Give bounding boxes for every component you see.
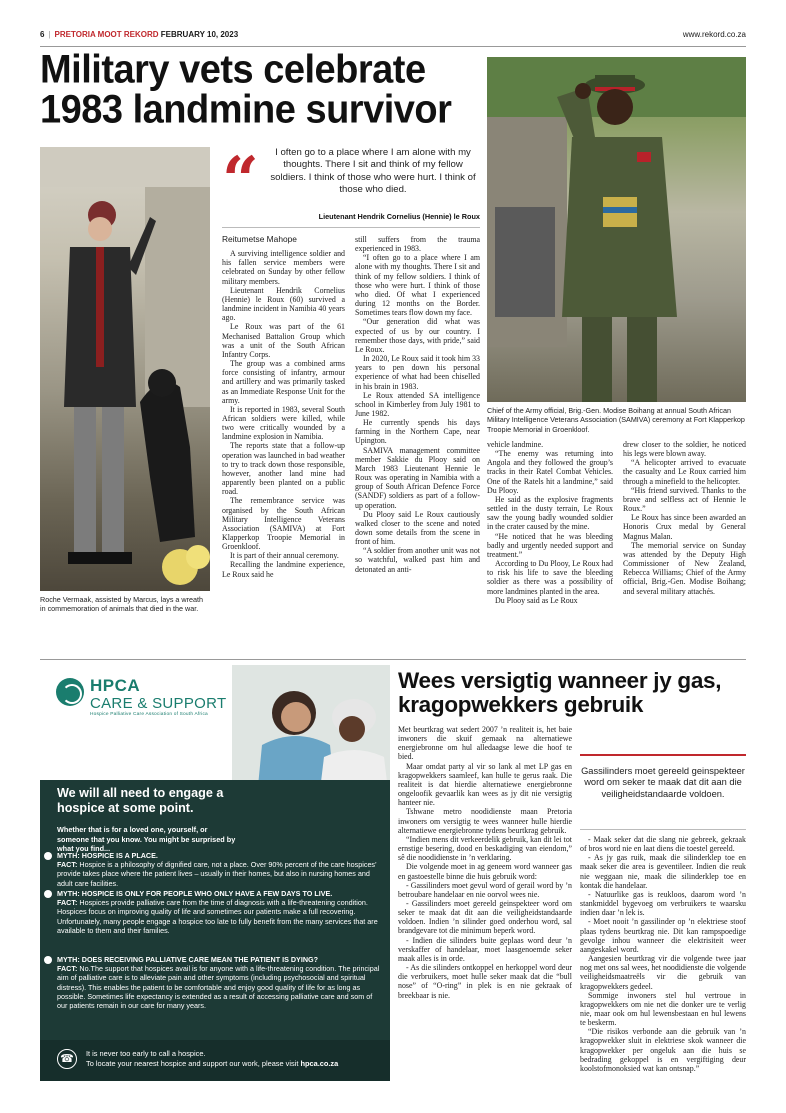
- paragraph: still suffers from the trauma experienced in 1983.: [355, 235, 480, 254]
- myth-item: [57, 889, 382, 935]
- myth-fact: [57, 860, 382, 888]
- wreath-photo-illustration: [40, 147, 210, 591]
- paragraph: - Maak seker dat die slang nie gebreek, gekraak of bros word nie en laat diens die toestel gereeld.: [580, 835, 746, 854]
- section-divider: [40, 659, 746, 660]
- paragraph: “The enemy was returning into Angola and they followed the group’s tracks in their Ratel Combat Vehicles. One of the Ratels hit a landmine,” said Du Plooy.: [487, 449, 613, 495]
- article2-column-1: [398, 725, 572, 1083]
- paragraph: Du Plooy said as Le Roux: [495, 595, 578, 605]
- paragraph: Le Roux attended SA intelligence school in Kimberley from July 1981 to June 1982.: [355, 390, 480, 418]
- wreath-photo-caption: Roche Vermaak, assisted by Marcus, lays a wreath in commemoration of animals that died in the war.: [40, 595, 203, 614]
- paragraph: Lieutenant Hendrik Cornelius (Hennie) le Roux (60) survived a landmine incident in Namibia 40 years ago.: [222, 285, 345, 323]
- fact-label: FACT:: [57, 964, 78, 974]
- myth-item: [57, 955, 382, 1010]
- paragraph: Die volgende moet in ag geneem word wanneer gas en gastoestelle binne die huis gebruik word:: [398, 862, 572, 881]
- article-column-4: [623, 440, 746, 653]
- advert-brand-name: HPCA: [90, 676, 141, 695]
- fact-text: Hospice is a philosophy of dignified care, not a place. Over 90% percent of the care hospices’ provide takes place where the patient lives – usually in their homes, but also in nursing homes and adult care facilities.: [57, 860, 377, 888]
- pull-quote-attribution: Lieutenant Hendrik Cornelius (Hennie) le Roux: [318, 212, 480, 221]
- advert-subheadline: Whether that is for a loved one, yourself, or someone that you know. You might be surprised by what you find...: [57, 825, 236, 853]
- fact-label: FACT:: [57, 898, 78, 908]
- paragraph: The memorial service on Sunday was attended by the Deputy High Commissioner of New Zealand, Rebecca Williams; Chief of the Army official, Brig.-Gen. Modise Boihang; and several military attachés.: [623, 540, 746, 596]
- paragraph: - As die silinders ontkoppel en herkoppel word deur die verbruikers, moet hulle seker maak dat die “bull nose” of “O-ring” in plek is en nie gekraak of breekbaar is nie.: [398, 963, 572, 1000]
- paragraph: Tshwane metro noodidienste maan Pretoria inwoners om versigtig te wees wanneer hulle hierdie alternatiewe energiebronne tydens beurtkrag gebruik.: [398, 807, 572, 835]
- advert-footer-line1: It is never too early to call a hospice.: [86, 1049, 206, 1058]
- page-number: 6: [40, 30, 45, 39]
- advert-footer-line2: To locate your nearest hospice and support our work, please visit: [86, 1058, 299, 1068]
- article2-column-2: [580, 835, 746, 1083]
- paragraph: SAMIVA management committee member Sakkie du Plooy said on March 1983 Lieutenant Hennie le Roux was operating in Namibia with a group of South African Defence Force (SANDF) soldiers as part of a follow-up operation.: [355, 445, 480, 510]
- fact-text: Hospices provide palliative care from the time of diagnosis with a life-threatening condition. Hospices focus on improving quality of life and sometimes our patients make a full recovering. Unfortunately, many people engage a hospice too late to fully benefit from the many services that are available to them and their families.: [57, 898, 378, 935]
- bullet-icon: [44, 956, 52, 964]
- paragraph: In 2020, Le Roux said it took him 33 years to pen down his personal experience of what had been chiselled in his brain in 1983.: [355, 354, 480, 391]
- header-left: [40, 30, 238, 39]
- issue-date: FEBRUARY 10, 2023: [160, 30, 239, 39]
- paragraph: He said as the explosive fragments settled in the dusty terrain, Le Roux saw the young badly wounded soldier in the crater caused by the mine.: [487, 494, 613, 532]
- paragraph: A surviving intelligence soldier and his fallen service members were celebrated on Sunday by other fellow military members.: [222, 249, 345, 286]
- article2-pull-quote: Gassilinders moet gereeld geinspekteer word om seker te maak dat dit aan die veiligheidstandaarde voldoen.: [580, 754, 746, 828]
- paragraph: Du Plooy said Le Roux cautiously walked closer to the scene and noted down some details from the scene in front of him.: [355, 509, 480, 547]
- paragraph: Aangesien beurtkrag vir die volgende twee jaar nog met ons sal wees, het noodidienste die volgende veiligheidsmaatreëls vir die gebruik van kragopwekkers gedeel.: [580, 954, 746, 991]
- paragraph: “Die risikos verbonde aan die gebruik van ’n kragopwekker sluit in elektriese skok wanneer die kragopwekker per ongeluk aan die huis se bedrading gekoppel is en vergiftiging deur koolstofmonoksied wat kan ontsnap.”: [580, 1027, 746, 1073]
- paragraph: “A soldier from another unit was not so watchful, walked past him and detonated an anti-: [355, 546, 480, 574]
- paragraph: “His friend survived. Thanks to the brave and selfless act of Hennie le Roux.”: [623, 485, 746, 514]
- article2-pull-quote-divider: [580, 829, 746, 830]
- advert-url[interactable]: hpca.co.za: [300, 1058, 339, 1068]
- paragraph: The reports state that a follow-up operation was launched in bad weather to try to track down those responsible, however, another land mine had apparently been planted on a public road.: [222, 441, 345, 497]
- byline: Reitumetse Mahope: [222, 235, 297, 244]
- paragraph: It is part of their annual ceremony.: [230, 551, 339, 561]
- pull-quote-divider: [222, 227, 480, 228]
- myth-title: MYTH: HOSPICE IS ONLY FOR PEOPLE WHO ONLY HAVE A FEW DAYS TO LIVE.: [57, 889, 333, 898]
- paragraph: - As jy gas ruik, maak die silinderklep toe en maak seker die area is geventileer. Indien die reuk nie weggaan nie, maak die silinderklep toe en kontak die handelaar.: [580, 853, 746, 890]
- paragraph: - Natuurlike gas is reukloos, daarom word ’n stankmiddel bygevoeg om verbruikers te waarsku indien daar ’n lek is.: [580, 889, 746, 918]
- paragraph: Le Roux was part of the 61 Mechanised Battalion Group which was a unit of the South African Infantry Corps.: [222, 322, 345, 359]
- pull-quote-text: I often go to a place where I am alone with my thoughts. There I sit and think of my fellow soldiers. I think of those who were hurt. I think of those who died.: [270, 147, 476, 195]
- article-column-3: [487, 440, 613, 653]
- publication-name: PRETORIA MOOT REKORD: [54, 30, 159, 39]
- paragraph: The remembrance service was organised by the South African Military Intelligence Veterans Association (SAMIVA) at Fort Klapperkop Troopie Memorial in Groenkloof.: [222, 496, 345, 552]
- paragraph: - Indien die silinders buite geplaas word deur ’n verskaffer of handelaar, moet laasgenoemde seker maak alles is in orde.: [398, 935, 572, 963]
- wreath-photo: [40, 147, 210, 591]
- paragraph: The group was a combined arms force consisting of infantry, armour and artillery and was primarily tasked as an Immediate Response Unit for the army.: [222, 359, 345, 405]
- paragraph: He currently spends his days farming in the Northern Cape, near Upington.: [355, 418, 480, 446]
- paragraph: - Gassilinders moet gevul word of gerail word by ’n betroubare handelaar en nie oorvol wees nie.: [398, 880, 572, 899]
- myth-fact: [57, 964, 382, 1010]
- advert-headline: We will all need to engage a hospice at some point.: [57, 786, 224, 815]
- hpca-logo-icon: [56, 678, 84, 706]
- fact-text: No.The support that hospices avail is for anyone with a life-threatening condition. The principal aim of palliative care is to alleviate pain and other symptoms (including psychosocial and spiritual distress). This enables the patient to be comfortable and enjoy good quality of life for as long as possible. Sometimes life expectancy is extended as a result of accessing palliative care and som of our patients remain in our care for many years.: [57, 964, 380, 1011]
- myth-fact: [57, 898, 382, 935]
- paragraph: - Gassilinders moet gereeld geinspekteer word om seker te maak dat dit aan die veiligheidstandaarde voldoen. Indien ’n silinder goed onderhou word, sal brandgevare tot die minimum beperk word.: [398, 898, 572, 936]
- paragraph: “A helicopter arrived to evacuate the casualty and Le Roux carried him through a minefield to the helicopter.: [623, 458, 746, 486]
- paragraph: “Our generation did what was expected of us by our country. I remember those days, with pride,” said Le Roux.: [355, 317, 480, 354]
- hpca-advert[interactable]: [40, 665, 390, 1081]
- advert-footer-text: [86, 1049, 386, 1068]
- paragraph: “Indien mens dit verkeerdelik gebruik, kan dit lei tot ernstige besering, dood en beskadiging van eiendom,” sê die noodidienste in ’n verklaring.: [398, 834, 572, 863]
- paragraph: - Moet nooit ’n gassilinder op ’n elektriese stoof plaas tydens beurtkrag nie. Dit kan rampspoedige gevolge inhou wanneer die elektrisiteit weer aangeskakel word.: [580, 917, 746, 954]
- salute-photo-illustration: [487, 57, 746, 402]
- paragraph: “I often go to a place where I am alone with my thoughts. There I sit and think of my fellow soldiers. I think of those who were hurt. I think of those who died. Of what I experienced during 12 months on the Border. Sometimes tears flow down my face.: [355, 253, 480, 318]
- advert-brand-fullname: Hospice Palliative Care Association of South Africa: [90, 712, 208, 717]
- article-column-1: [222, 235, 345, 653]
- paragraph: drew closer to the soldier, he noticed his legs were blown away.: [623, 440, 746, 459]
- paragraph: “He noticed that he was bleeding badly and urgently needed support and treatment.”: [487, 531, 613, 559]
- fact-label: FACT:: [57, 860, 78, 870]
- paragraph: Recalling the landmine experience, Le Roux said he: [222, 560, 345, 579]
- paragraph: According to Du Plooy, Le Roux had to risk his life to save the bleeding soldier as there was a possibility of more landmines planted in the area.: [487, 559, 613, 596]
- paragraph: vehicle landmine.: [487, 440, 544, 449]
- bullet-icon: [44, 890, 52, 898]
- bullet-icon: [44, 852, 52, 860]
- quote-mark-icon: “: [222, 143, 259, 218]
- myth-title: MYTH: DOES RECEIVING PALLIATIVE CARE MEAN THE PATIENT IS DYING?: [57, 955, 319, 964]
- article-column-2: [355, 235, 480, 653]
- header-divider: [40, 46, 746, 47]
- phone-icon: ☎: [57, 1049, 77, 1069]
- paragraph: It is reported in 1983, several South African soldiers were killed, while two were critically wounded by a landmine explosion in Namibia.: [222, 404, 345, 442]
- salute-photo: [487, 57, 746, 402]
- page-header: [40, 30, 746, 44]
- paragraph: Le Roux has since been awarded an Honoris Crux medal by General Magnus Malan.: [623, 513, 746, 541]
- paragraph: Maar omdat party al vir so lank al met LP gas en kragopwekkers saamleef, kan hulle te gerus raak. Die realiteit is dat hierdie alternatiewe energiebronne ongeloofik gevaarlik kan wees as jy dit nie versigtig hanteer nie.: [398, 761, 572, 808]
- article2-headline: Wees versigtig wanneer jy gas, kragopwekkers gebruik: [398, 668, 722, 717]
- salute-photo-caption: Chief of the Army official, Brig.-Gen. Modise Boihang at annual South African Military Intelligence Veterans Association (SAMIVA) ceremony at Fort Klapperkop Troopie Memorial in Groenkloof.: [487, 406, 745, 434]
- header-separator: |: [48, 30, 51, 39]
- advert-brand-tagline: CARE & SUPPORT: [90, 695, 227, 712]
- website-url[interactable]: www.rekord.co.za: [682, 30, 746, 39]
- article-headline: Military vets celebrate 1983 landmine survivor: [40, 48, 452, 132]
- myth-item: [57, 851, 382, 888]
- paragraph: Sommige inwoners stel hul vertroue in kragopwekkers om nie net die donker ure te verlig nie, maar ook om hul lewensbestaan en hul lewens te beskerm.: [580, 990, 746, 1028]
- myth-title: MYTH: HOSPICE IS A PLACE.: [57, 851, 158, 860]
- paragraph: Met beurtkrag wat sedert 2007 ’n realiteit is, het baie inwoners die skuif gemaak na alternatiewe energiebronne om hul alledaagse lewe die hoof te bied.: [398, 725, 572, 762]
